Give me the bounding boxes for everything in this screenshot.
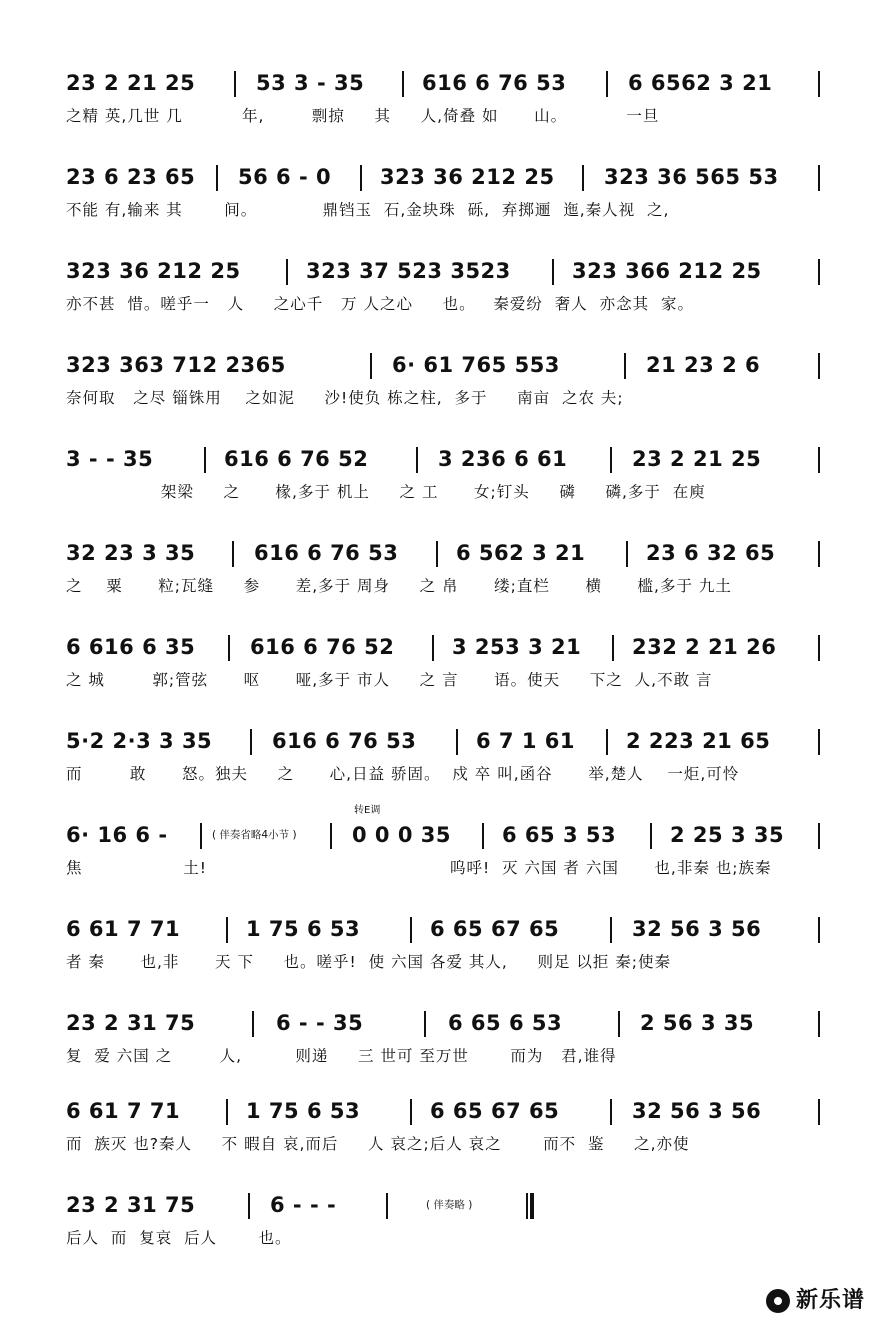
measure: 0 0 0 35 bbox=[352, 823, 451, 847]
measure: 6 - - 35 bbox=[276, 1011, 364, 1035]
barline bbox=[818, 823, 820, 849]
barline bbox=[432, 635, 434, 661]
measure: 23 2 31 75 bbox=[66, 1193, 196, 1217]
measure: 1 75 6 53 bbox=[246, 917, 361, 941]
score-system-5 bbox=[0, 439, 888, 519]
measure: 2 223 21 65 bbox=[626, 729, 771, 753]
barline bbox=[818, 71, 820, 97]
barline bbox=[204, 447, 206, 473]
score-system-12 bbox=[0, 1091, 888, 1171]
barline bbox=[234, 71, 236, 97]
notes-row bbox=[66, 721, 866, 761]
lyrics-line: 之 城 郭;管弦 呕 哑,多于 市人 之 言 语。使天 下之 人,不敢 言 bbox=[66, 671, 713, 689]
barline bbox=[402, 71, 404, 97]
measure: 323 366 212 25 bbox=[572, 259, 762, 283]
interlude-note: ( 伴奏略 ) bbox=[426, 1199, 473, 1211]
score-system-11 bbox=[0, 1003, 888, 1083]
score-system-3 bbox=[0, 251, 888, 331]
measure: 23 2 31 75 bbox=[66, 1011, 196, 1035]
notes-row bbox=[66, 627, 866, 667]
barline bbox=[818, 541, 820, 567]
measure: 6 61 7 71 bbox=[66, 1099, 181, 1123]
lyrics-line: 之精 英,几世 几 年, 剽掠 其 人,倚叠 如 山。 一旦 bbox=[66, 107, 660, 125]
measure: 6 61 7 71 bbox=[66, 917, 181, 941]
barline bbox=[818, 1011, 820, 1037]
measure: 5·2 2·3 3 35 bbox=[66, 729, 213, 753]
score-system-9 bbox=[0, 805, 888, 895]
measure: 32 56 3 56 bbox=[632, 917, 762, 941]
barline bbox=[818, 353, 820, 379]
measure: 6 562 3 21 bbox=[456, 541, 586, 565]
barline bbox=[228, 635, 230, 661]
notes-row bbox=[66, 1185, 866, 1225]
notes-row bbox=[66, 533, 866, 573]
barline bbox=[252, 1011, 254, 1037]
barline bbox=[232, 541, 234, 567]
measure: 3 - - 35 bbox=[66, 447, 154, 471]
barline bbox=[610, 917, 612, 943]
key-change-label: 转E调 bbox=[354, 805, 381, 816]
measure: 323 363 712 2365 bbox=[66, 353, 286, 377]
lyrics-line: 复 爱 六国 之 人, 则递 三 世可 至万世 而为 君,谁得 bbox=[66, 1047, 617, 1065]
score-system-13 bbox=[0, 1185, 888, 1265]
barline bbox=[818, 447, 820, 473]
barline bbox=[610, 447, 612, 473]
barline bbox=[818, 259, 820, 285]
measure: 32 23 3 35 bbox=[66, 541, 196, 565]
notes-row bbox=[66, 1091, 866, 1131]
measure: 32 56 3 56 bbox=[632, 1099, 762, 1123]
lyrics-line: 亦不甚 惜。嗟乎一 人 之心千 万 人之心 也。 秦爱纷 奢人 亦念其 家。 bbox=[66, 295, 694, 313]
barline bbox=[612, 635, 614, 661]
interlude-note: ( 伴奏省略4小节 ) bbox=[212, 829, 297, 841]
barline bbox=[606, 71, 608, 97]
notes-row bbox=[66, 439, 866, 479]
barline bbox=[610, 1099, 612, 1125]
barline bbox=[424, 1011, 426, 1037]
measure: 23 2 21 25 bbox=[632, 447, 762, 471]
barline bbox=[410, 1099, 412, 1125]
lyrics-line: 而 敢 怒。独夫 之 心,日益 骄固。 戍 卒 叫,函谷 举,楚人 一炬,可怜 bbox=[66, 765, 740, 783]
barline bbox=[818, 1099, 820, 1125]
measure: 616 6 76 52 bbox=[224, 447, 369, 471]
measure: 2 25 3 35 bbox=[670, 823, 785, 847]
measure: 616 6 76 53 bbox=[422, 71, 567, 95]
notes-row bbox=[66, 345, 866, 385]
measure: 323 36 565 53 bbox=[604, 165, 779, 189]
barline bbox=[818, 729, 820, 755]
measure: 616 6 76 53 bbox=[272, 729, 417, 753]
record-disc-icon bbox=[766, 1289, 790, 1313]
score-system-2 bbox=[0, 157, 888, 237]
barline bbox=[818, 917, 820, 943]
barline bbox=[248, 1193, 250, 1219]
measure: 3 253 3 21 bbox=[452, 635, 582, 659]
barline bbox=[606, 729, 608, 755]
final-barline-thin bbox=[526, 1193, 528, 1219]
measure: 6· 61 765 553 bbox=[392, 353, 560, 377]
lyrics-line: 不能 有,输来 其 间。 鼎铛玉 石,金块珠 砾, 弃掷逦 迤,秦人视 之, bbox=[66, 201, 670, 219]
barline bbox=[552, 259, 554, 285]
measure: 6 7 1 61 bbox=[476, 729, 575, 753]
score-system-8 bbox=[0, 721, 888, 801]
notes-row bbox=[66, 63, 866, 103]
barline bbox=[226, 1099, 228, 1125]
barline bbox=[416, 447, 418, 473]
barline bbox=[436, 541, 438, 567]
barline bbox=[370, 353, 372, 379]
measure: 23 6 23 65 bbox=[66, 165, 196, 189]
barline bbox=[330, 823, 332, 849]
barline bbox=[200, 823, 202, 849]
barline bbox=[360, 165, 362, 191]
notes-row bbox=[66, 251, 866, 291]
final-barline-thick bbox=[530, 1193, 534, 1219]
barline bbox=[818, 635, 820, 661]
barline bbox=[650, 823, 652, 849]
measure: 616 6 76 53 bbox=[254, 541, 399, 565]
barline bbox=[456, 729, 458, 755]
score-system-4 bbox=[0, 345, 888, 425]
measure: 323 36 212 25 bbox=[66, 259, 241, 283]
lyrics-line: 者 秦 也,非 天 下 也。嗟乎! 使 六国 各爱 其人, 则足 以拒 秦;使秦 bbox=[66, 953, 672, 971]
measure: 6 - - - bbox=[270, 1193, 337, 1217]
measure: 53 3 - 35 bbox=[256, 71, 365, 95]
measure: 23 2 21 25 bbox=[66, 71, 196, 95]
measure: 6 65 6 53 bbox=[448, 1011, 563, 1035]
measure: 323 36 212 25 bbox=[380, 165, 555, 189]
lyrics-line: 后人 而 复哀 后人 也。 bbox=[66, 1229, 292, 1247]
lyrics-line: 架梁 之 椽,多于 机上 之 工 女;钉头 磷 磷,多于 在庾 bbox=[66, 483, 706, 501]
notes-row bbox=[66, 805, 866, 855]
barline bbox=[482, 823, 484, 849]
measure: 3 236 6 61 bbox=[438, 447, 568, 471]
measure: 21 23 2 6 bbox=[646, 353, 761, 377]
notes-row bbox=[66, 157, 866, 197]
measure: 6 65 67 65 bbox=[430, 1099, 560, 1123]
measure: 616 6 76 52 bbox=[250, 635, 395, 659]
measure: 1 75 6 53 bbox=[246, 1099, 361, 1123]
barline bbox=[618, 1011, 620, 1037]
lyrics-line: 而 族灭 也?秦人 不 暇自 哀,而后 人 哀之;后人 哀之 而不 鉴 之,亦使 bbox=[66, 1135, 690, 1153]
barline bbox=[582, 165, 584, 191]
measure: 323 37 523 3523 bbox=[306, 259, 511, 283]
score-system-10 bbox=[0, 909, 888, 989]
barline bbox=[226, 917, 228, 943]
score-system-1 bbox=[0, 63, 888, 143]
site-logo bbox=[766, 1286, 882, 1314]
barline bbox=[216, 165, 218, 191]
measure: 6 65 67 65 bbox=[430, 917, 560, 941]
lyrics-line: 奈何取 之尽 锱铢用 之如泥 沙!使负 栋之柱, 多于 南亩 之农 夫; bbox=[66, 389, 624, 407]
barline bbox=[818, 165, 820, 191]
measure: 56 6 - 0 bbox=[238, 165, 332, 189]
measure: 6 616 6 35 bbox=[66, 635, 196, 659]
barline bbox=[386, 1193, 388, 1219]
barline bbox=[286, 259, 288, 285]
measure: 6 65 3 53 bbox=[502, 823, 617, 847]
lyrics-line: 之 粟 粒;瓦缝 参 差,多于 周身 之 帛 缕;直栏 横 槛,多于 九土 bbox=[66, 577, 732, 595]
score-system-6 bbox=[0, 533, 888, 613]
measure: 6 6562 3 21 bbox=[628, 71, 773, 95]
barline bbox=[624, 353, 626, 379]
notes-row bbox=[66, 909, 866, 949]
barline bbox=[410, 917, 412, 943]
notes-row bbox=[66, 1003, 866, 1043]
score-system-7 bbox=[0, 627, 888, 707]
lyrics-line: 焦 土! 呜呼! 灭 六国 者 六国 也,非秦 也;族秦 bbox=[66, 859, 772, 877]
measure: 23 6 32 65 bbox=[646, 541, 776, 565]
measure: 6· 16 6 - bbox=[66, 823, 168, 847]
barline bbox=[250, 729, 252, 755]
measure: 232 2 21 26 bbox=[632, 635, 777, 659]
logo-text: 新乐谱 bbox=[796, 1288, 866, 1313]
barline bbox=[626, 541, 628, 567]
measure: 2 56 3 35 bbox=[640, 1011, 755, 1035]
